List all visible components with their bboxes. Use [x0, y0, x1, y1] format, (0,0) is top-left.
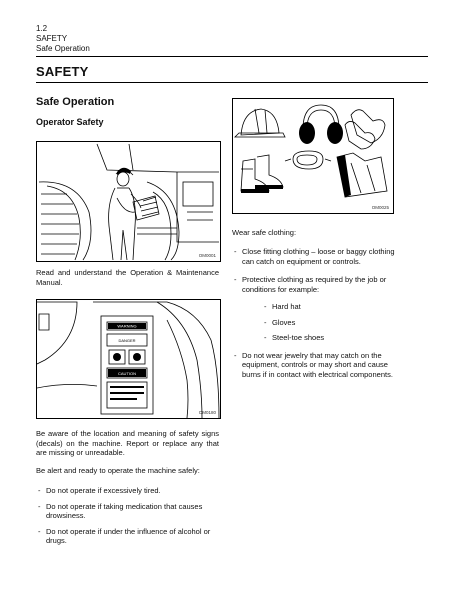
alert-list: [36, 486, 212, 552]
title-rule: [36, 82, 428, 83]
decals-figure: [36, 299, 221, 419]
list-item-text: Close fitting clothing – loose or baggy clothing can catch on equipment or controls.: [242, 247, 395, 266]
clothing-list: [232, 247, 406, 385]
operator-reading-manual-illustration: [37, 142, 220, 261]
list-item: - Do not operate if taking medication that causes drowsiness.: [36, 502, 212, 521]
header-chapter: SAFETY: [36, 34, 68, 43]
decal-caution-text: CAUTION: [118, 371, 136, 376]
section-heading: Safe Operation: [36, 96, 115, 108]
list-item-text: - Protective clothing as required by the job or conditions for example:: [242, 275, 387, 294]
page-number: 1.2: [36, 24, 48, 33]
protective-clothing-illustration: [233, 99, 393, 213]
figure-label: OM0180: [198, 410, 216, 415]
list-item: [232, 275, 406, 343]
list-item: - Do not operate if excessively tired.: [36, 486, 212, 496]
list-item: - Do not operate if under the influence of alcohol or drugs.: [36, 527, 212, 546]
alert-intro: Be alert and ready to operate the machine safely:: [36, 466, 200, 475]
figure-label: OM0025: [371, 205, 389, 210]
clothing-figure: [232, 98, 394, 214]
decal-danger-text: DANGER: [118, 338, 136, 343]
operator-manual-figure: [36, 141, 221, 262]
page-title: SAFETY: [36, 64, 89, 79]
clothing-intro: Wear safe clothing:: [232, 228, 297, 237]
header-section: Safe Operation: [36, 44, 90, 53]
list-item: - Hard hat: [264, 302, 406, 312]
figure-label: OM0001: [198, 253, 216, 258]
decal-warning-text: WARNING: [117, 323, 137, 329]
list-item: [232, 351, 406, 380]
decals-instruction: Be aware of the location and meaning of safety signs (decals) on the machine. Report or replace any that are missing or unreadable.: [36, 429, 219, 457]
header-rule: [36, 56, 428, 57]
safety-decals-illustration: [37, 300, 220, 418]
subsection-heading: Operator Safety: [36, 117, 104, 127]
list-item: [232, 247, 406, 266]
list-item: - Steel-toe shoes: [264, 333, 406, 343]
list-item-text: Do not wear jewelry that may catch on the equipment, controls or may short and cause burns if in contact with electrical components.: [242, 350, 393, 379]
manual-instruction: Read and understand the Operation & Maintenance Manual.: [36, 268, 219, 287]
protective-items-list: [264, 302, 406, 343]
list-item: - Gloves: [264, 318, 406, 328]
